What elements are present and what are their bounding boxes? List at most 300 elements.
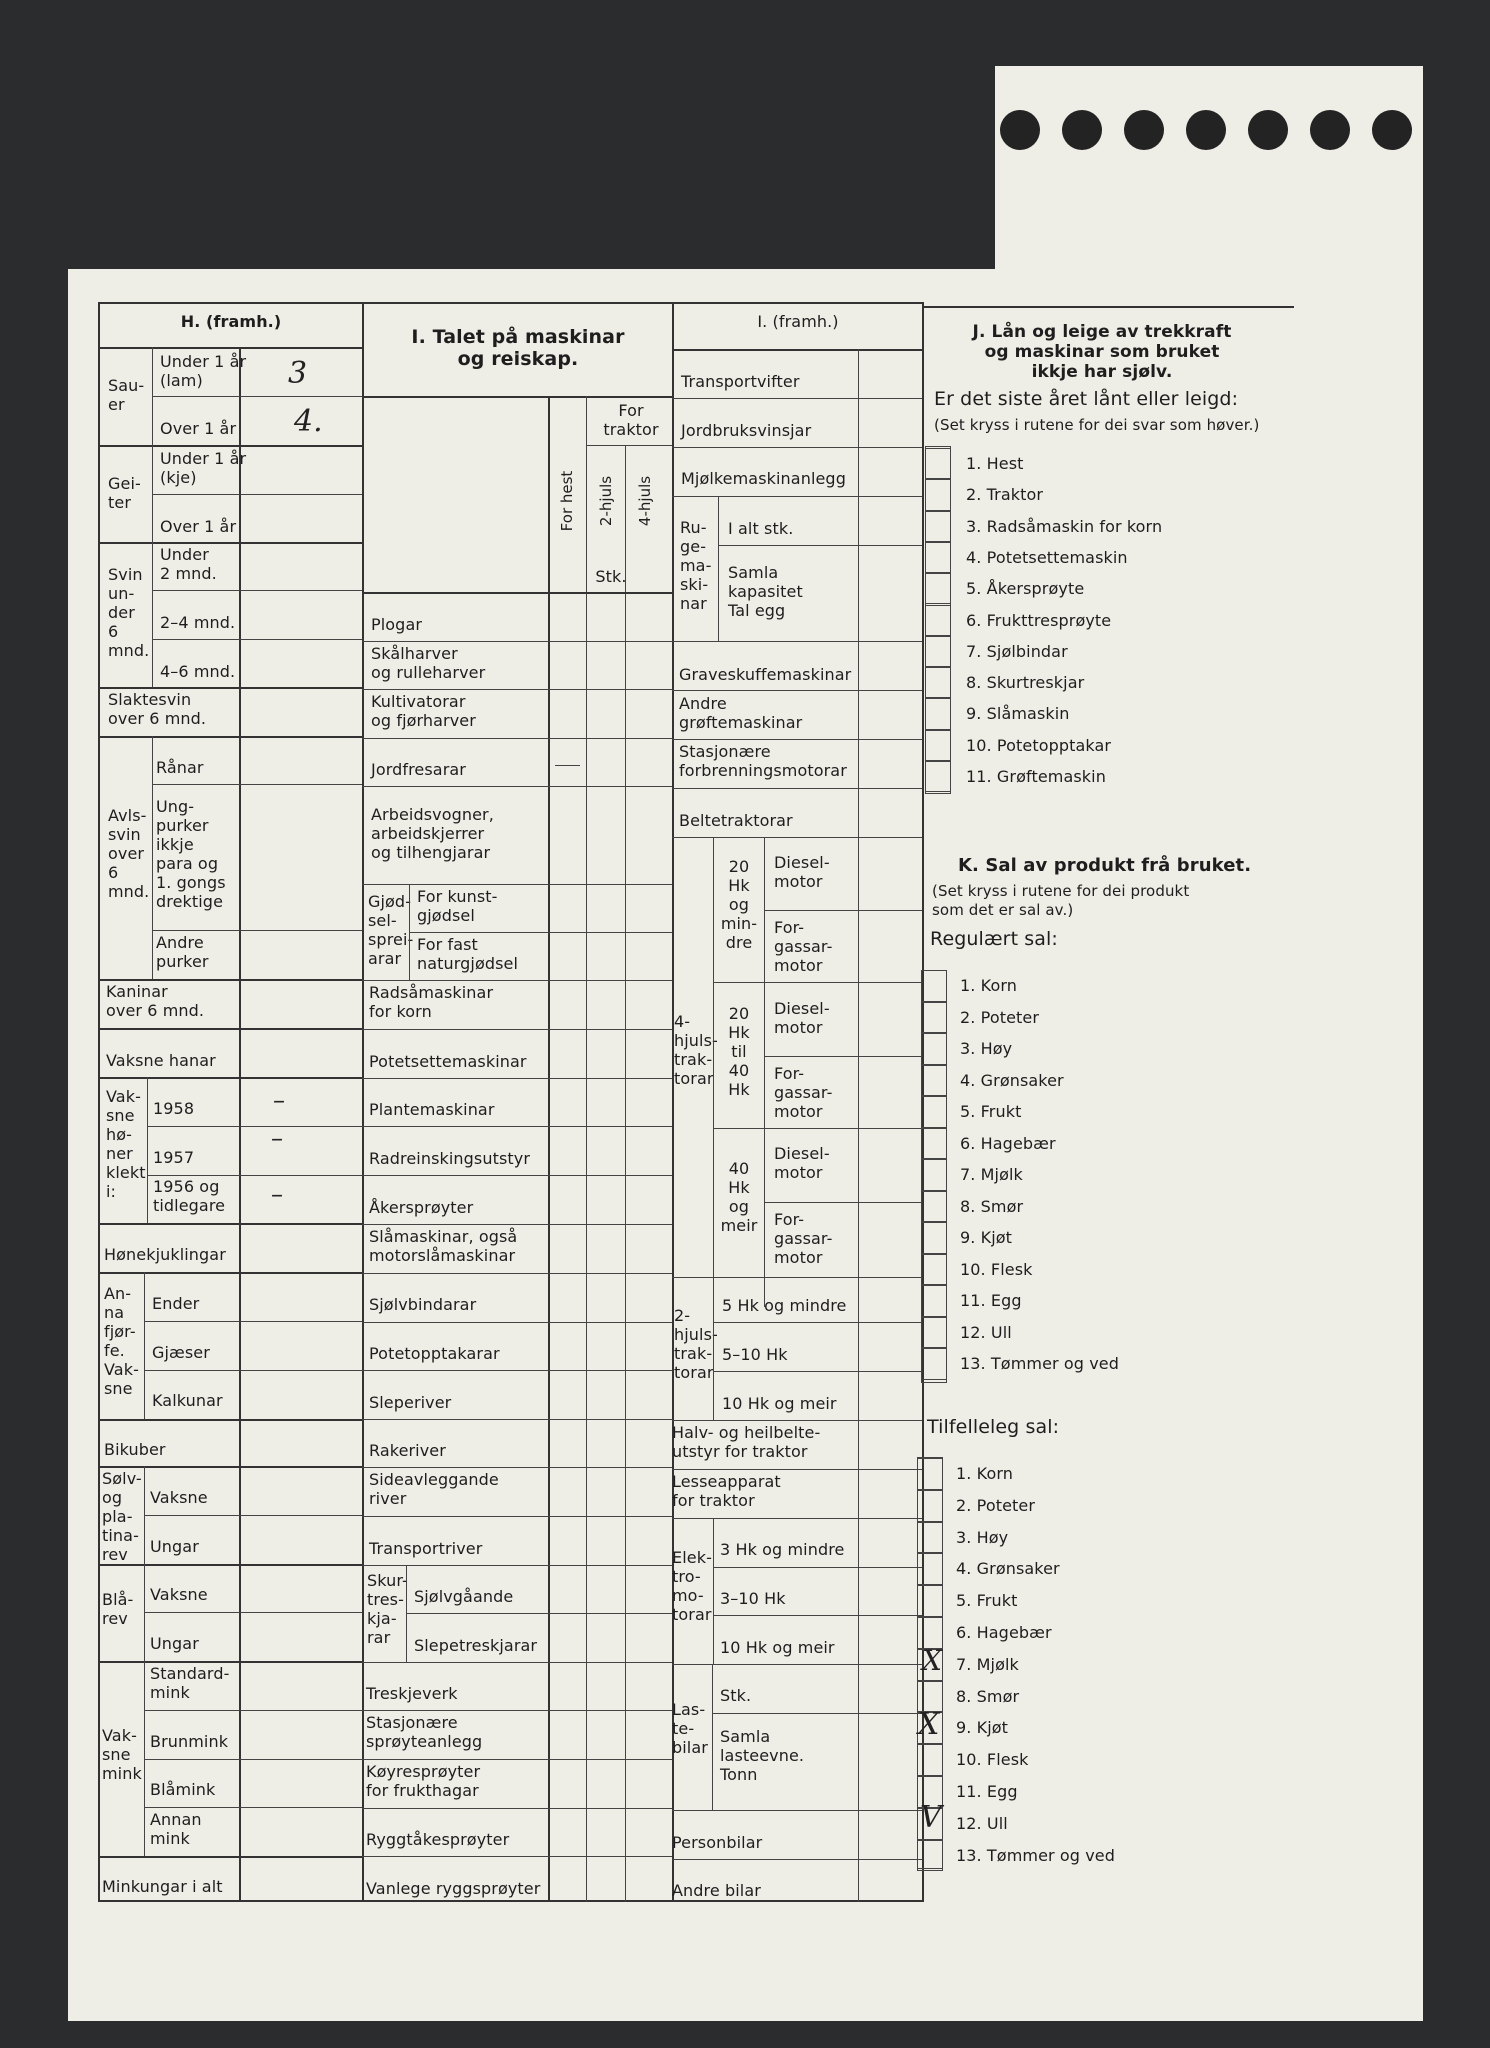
rule — [713, 982, 924, 983]
label-for-traktor: For traktor — [603, 401, 659, 439]
rule — [98, 1856, 364, 1858]
label-solvrev: Sølv- og pla- tina- rev — [102, 1469, 142, 1564]
label-treskjeverk: Treskjeverk — [366, 1684, 458, 1703]
label-samla-lasteevne: Samla lasteevne. Tonn — [720, 1727, 805, 1784]
loan-item: 6. Frukttresprøyte — [966, 610, 1112, 630]
label-bikuber: Bikuber — [104, 1440, 166, 1459]
rule — [713, 1371, 924, 1372]
label-svin: Svin un- der 6 mnd. — [108, 565, 150, 660]
loan-item: 4. Potetsettemaskin — [966, 547, 1128, 567]
label-diesel-2: Diesel- motor — [774, 999, 830, 1037]
label-stasjonaere-sproyte: Stasjonære sprøyteanlegg — [366, 1713, 483, 1751]
regular-sale-checkbox[interactable] — [921, 1348, 947, 1380]
regular-sale-item: 3. Høy — [960, 1039, 1013, 1058]
label-1956: 1956 og tidlegare — [153, 1177, 226, 1215]
rule — [672, 837, 924, 838]
rule — [672, 447, 924, 448]
label-diesel-1: Diesel- motor — [774, 853, 830, 891]
handwritten-1958[interactable]: – — [273, 1086, 285, 1114]
rule — [586, 396, 587, 1902]
regular-sale-checkbox[interactable] — [921, 1285, 947, 1317]
label-sleperiver: Sleperiver — [369, 1393, 452, 1412]
rule — [713, 1518, 714, 1664]
rule — [713, 1567, 924, 1568]
regular-sale-checkbox[interactable] — [921, 1128, 947, 1160]
rule — [672, 1859, 924, 1860]
handwritten-1956[interactable]: – — [271, 1180, 283, 1208]
label-svin-under2: Under 2 mnd. — [160, 545, 217, 583]
rule — [362, 1126, 674, 1127]
label-elektromotorar: Elek- tro- mo- torar — [672, 1548, 712, 1624]
label-brunmink: Brunmink — [150, 1732, 229, 1751]
rule — [362, 1808, 674, 1809]
label-slaktesvin: Slaktesvin over 6 mnd. — [108, 690, 207, 728]
label-sauer: Sau- er — [108, 376, 145, 414]
label-raanar: Rånar — [156, 758, 204, 777]
label-solv-ungar: Ungar — [150, 1537, 199, 1556]
label-4-hjuls-traktorar: 4- hjuls- trak- torar — [674, 1012, 718, 1088]
mark-ull[interactable]: V — [920, 1800, 942, 1835]
rule — [152, 930, 364, 931]
label-stasjonaere-motorar: Stasjonære forbrenningsmotorar — [679, 742, 847, 780]
rule — [712, 1664, 713, 1810]
loan-checkbox[interactable] — [925, 479, 951, 510]
rule — [98, 445, 364, 447]
label-3-10hk: 3–10 Hk — [720, 1589, 786, 1608]
loan-item: 8. Skurtreskjar — [966, 673, 1085, 693]
label-alt-stk: I alt stk. — [728, 519, 794, 538]
regular-sale-checkbox[interactable] — [921, 1222, 947, 1254]
rule — [362, 1467, 674, 1468]
label-personbilar: Personbilar — [672, 1833, 763, 1852]
label-1957: 1957 — [153, 1148, 195, 1167]
rule — [362, 641, 674, 642]
rule — [672, 641, 924, 642]
rule — [362, 1856, 674, 1857]
section-i2-header: I. (framh.) — [757, 312, 839, 331]
label-halvbelte: Halv- og heilbelte- utstyr for traktor — [672, 1423, 821, 1461]
regular-sale-item: 8. Smør — [960, 1196, 1024, 1216]
punch-hole — [1248, 110, 1288, 150]
occasional-sale-item: 7. Mjølk — [956, 1654, 1019, 1674]
label-kalkunar: Kalkunar — [152, 1391, 223, 1410]
rule — [362, 1419, 674, 1420]
rule — [152, 396, 364, 397]
occasional-sale-item: 8. Smør — [956, 1686, 1020, 1706]
label-5-10hk: 5–10 Hk — [722, 1345, 788, 1364]
regular-sale-item: 4. Grønsaker — [960, 1070, 1064, 1090]
loan-item: 10. Potetopptakar — [966, 735, 1112, 755]
rule — [406, 1613, 674, 1614]
label-mink: Vak- sne mink — [102, 1726, 142, 1783]
rule — [672, 496, 924, 497]
punch-hole — [1124, 110, 1164, 150]
regular-sale-checkbox[interactable] — [921, 1254, 947, 1286]
rule — [713, 1277, 714, 1420]
occasional-sale-checkbox[interactable] — [917, 1840, 943, 1872]
rule — [98, 1564, 364, 1566]
regular-sale-checkbox[interactable] — [921, 1096, 947, 1128]
rule — [144, 1612, 364, 1613]
label-jordfresarar: Jordfresarar — [371, 760, 466, 779]
label-graveskuffe: Graveskuffemaskinar — [679, 665, 852, 684]
label-sjolvbindarar: Sjølvbindarar — [369, 1295, 477, 1314]
rule — [362, 738, 674, 739]
regular-sale-checkbox[interactable] — [921, 1002, 947, 1034]
label-transportvifter: Transportvifter — [681, 372, 800, 391]
rule — [764, 1056, 924, 1057]
label-forgass-3: For- gassar- motor — [774, 1210, 833, 1267]
occasional-sale-item: 5. Frukt — [956, 1591, 1018, 1611]
punch-hole — [1186, 110, 1226, 150]
label-geiter-over: Over 1 år — [160, 517, 237, 536]
regular-sale-item: 11. Egg — [960, 1291, 1022, 1310]
loan-checkbox[interactable] — [925, 761, 951, 792]
loan-checkbox[interactable] — [925, 448, 951, 479]
mark-mjolk[interactable]: X — [922, 1644, 942, 1677]
rule — [713, 1615, 924, 1616]
rule — [764, 1202, 924, 1203]
rule — [362, 1273, 674, 1274]
occasional-sale-item: 11. Egg — [956, 1782, 1018, 1801]
handwritten-sauer-over[interactable]: 4. — [294, 404, 323, 439]
rule — [672, 1469, 924, 1470]
occasional-sale-checkbox[interactable] — [917, 1585, 943, 1617]
loan-checkbox[interactable] — [925, 605, 951, 636]
occasional-sale-checkbox[interactable] — [917, 1744, 943, 1776]
section-j-header: J. Lån og leige av trekkraft og maskinar som bruket ikkje har sjølv. — [972, 322, 1232, 382]
rule — [672, 398, 924, 399]
handwritten-1957[interactable]: – — [271, 1124, 283, 1152]
label-2-hjuls-traktorar: 2- hjuls- trak- torar — [674, 1306, 718, 1382]
rule — [362, 1224, 674, 1225]
occasional-sale-checkbox[interactable] — [917, 1522, 943, 1554]
rule — [98, 687, 364, 689]
rule — [98, 979, 364, 981]
rule — [672, 1277, 924, 1278]
label-radreinsking: Radreinskingsutstyr — [369, 1149, 531, 1168]
label-2-hjuls: 2-hjuls — [597, 475, 615, 527]
dash — [555, 765, 580, 766]
occasional-sale-item: 6. Hagebær — [956, 1623, 1052, 1642]
rule — [362, 396, 674, 398]
label-potetsettemaskinar: Potetsettemaskinar — [369, 1052, 527, 1071]
rule — [147, 1077, 148, 1223]
label-forgass-2: For- gassar- motor — [774, 1064, 833, 1121]
regular-sale-checkbox[interactable] — [921, 970, 947, 1002]
occasional-sale-checkbox[interactable] — [917, 1553, 943, 1585]
label-geiter: Gei- ter — [108, 474, 141, 512]
rule — [98, 1466, 364, 1468]
loan-checkbox[interactable] — [925, 573, 951, 604]
label-sauer-under: Under 1 år (lam) — [160, 352, 247, 390]
label-blaarev: Blå- rev — [102, 1590, 134, 1628]
label-slaamaskinar: Slåmaskinar, også motorslåmaskinar — [369, 1227, 518, 1265]
rule — [713, 1128, 924, 1129]
rule — [98, 1223, 364, 1225]
occasional-sale-item: 1. Korn — [956, 1464, 1013, 1483]
rule — [718, 545, 924, 546]
punch-holes — [1000, 110, 1420, 160]
handwritten-lam[interactable]: 3 — [288, 356, 308, 391]
loan-item: 1. Hest — [966, 454, 1024, 473]
loan-item: 2. Traktor — [966, 485, 1044, 505]
label-blaamink: Blåmink — [150, 1780, 216, 1799]
rule — [672, 1664, 924, 1665]
label-diesel-3: Diesel- motor — [774, 1144, 830, 1182]
rule — [362, 689, 674, 690]
label-4-hjuls: 4-hjuls — [636, 475, 654, 527]
label-beltetraktorar: Beltetraktorar — [679, 811, 793, 830]
section-h-header: H. (framh.) — [180, 312, 282, 331]
occasional-sale-item: 12. Ull — [956, 1813, 1008, 1833]
label-sauer-over: Over 1 år — [160, 419, 237, 438]
rule — [362, 1029, 674, 1030]
rule — [152, 736, 153, 979]
label-koyresproyter: Køyresprøyter for frukthagar — [366, 1762, 481, 1800]
label-mjolkemaskinanlegg: Mjølkemaskinanlegg — [681, 469, 846, 488]
label-20hk-mindre: 20 Hk og min- dre — [720, 857, 758, 952]
rule — [144, 1272, 145, 1419]
label-gjodsel: Gjød- sel- sprei- arar — [368, 892, 414, 968]
rule — [147, 1175, 364, 1176]
label-samla-kapasitet: Samla kapasitet Tal egg — [728, 563, 803, 620]
label-slepetreskjarar: Slepetreskjarar — [414, 1636, 538, 1655]
regular-sale-item: 10. Flesk — [960, 1259, 1033, 1279]
rule — [922, 306, 1294, 308]
label-gjaeser: Gjæser — [152, 1343, 210, 1362]
label-andre-purker: Andre purker — [156, 933, 209, 971]
occasional-sale-item: 2. Poteter — [956, 1495, 1036, 1515]
rule — [362, 980, 674, 981]
label-20-40hk: 20 Hk til 40 Hk — [728, 1004, 750, 1099]
rule — [144, 1710, 364, 1711]
rule — [764, 837, 765, 1307]
label-fast-gjodsel: For fast naturgjødsel — [417, 935, 519, 973]
label-plogar: Plogar — [371, 615, 423, 634]
mark-kjot[interactable]: X — [918, 1707, 940, 1742]
punch-hole — [1062, 110, 1102, 150]
rule — [144, 1515, 364, 1516]
label-annan-mink: Annan mink — [150, 1810, 202, 1848]
rule — [98, 1077, 364, 1079]
label-ender: Ender — [152, 1294, 200, 1313]
regular-sale-checkbox[interactable] — [921, 1065, 947, 1097]
label-ungpurker: Ung- purker ikkje para og 1. gongs drektige — [156, 797, 226, 911]
section-j-question: Er det siste året lånt eller leigd: — [934, 388, 1239, 410]
rule — [362, 786, 674, 787]
punch-hole — [1372, 110, 1412, 150]
regular-sale-item: 1. Korn — [960, 976, 1017, 995]
label-andre-bilar: Andre bilar — [672, 1881, 761, 1900]
regular-sale-item: 6. Hagebær — [960, 1133, 1056, 1153]
occasional-sale-item: 4. Grønsaker — [956, 1559, 1060, 1579]
rule — [672, 1420, 924, 1421]
regular-sale-checkbox[interactable] — [921, 1033, 947, 1065]
value-column-line — [239, 347, 241, 1902]
rule — [98, 1419, 364, 1421]
rule — [362, 592, 674, 594]
occasional-sale-item: 10. Flesk — [956, 1750, 1029, 1770]
label-vaksne-hanar: Vaksne hanar — [106, 1051, 216, 1070]
regular-sale-item: 13. Tømmer og ved — [960, 1354, 1119, 1373]
rule — [672, 349, 924, 351]
label-rugemaskinar: Ru- ge- ma- ski- nar — [680, 518, 712, 613]
rule — [152, 542, 153, 687]
rule — [712, 1713, 924, 1714]
rule — [672, 739, 924, 740]
label-transportriver: Transportriver — [369, 1539, 483, 1558]
label-lastebil-stk: Stk. — [720, 1686, 752, 1705]
rule — [147, 1126, 364, 1127]
rule — [672, 1810, 924, 1811]
label-solv-vaksne: Vaksne — [150, 1488, 208, 1507]
punch-hole — [1310, 110, 1350, 150]
regular-sale-title: Regulært sal: — [930, 928, 1058, 950]
rule — [152, 590, 364, 591]
label-andre-grofte: Andre grøftemaskinar — [679, 694, 803, 732]
label-jordbruksvinsjar: Jordbruksvinsjar — [681, 421, 812, 440]
loan-checkbox[interactable] — [925, 730, 951, 761]
loan-item: 7. Sjølbindar — [966, 641, 1068, 661]
loan-item: 5. Åkersprøyte — [966, 579, 1085, 599]
rule — [144, 1759, 364, 1760]
label-3hk-mindre: 3 Hk og mindre — [720, 1540, 845, 1559]
label-sideavleggande: Sideavleggande river — [369, 1470, 499, 1508]
rule — [672, 788, 924, 789]
rule — [586, 445, 674, 446]
label-rakeriver: Rakeriver — [369, 1441, 446, 1460]
label-40hk-meir: 40 Hk og meir — [720, 1159, 758, 1235]
label-forgass-1: For- gassar- motor — [774, 918, 833, 975]
rule — [152, 784, 364, 785]
label-kunstgjodsel: For kunst- gjødsel — [417, 887, 498, 925]
label-blaa-vaksne: Vaksne — [150, 1585, 208, 1604]
rule — [362, 1662, 674, 1663]
occasional-sale-checkbox[interactable] — [917, 1490, 943, 1522]
label-svin-2-4: 2–4 mnd. — [160, 613, 236, 632]
rule — [362, 1710, 674, 1711]
loan-checkbox[interactable] — [925, 698, 951, 729]
rule — [98, 1028, 364, 1030]
rule — [98, 542, 364, 544]
rule — [672, 1518, 924, 1519]
rule — [713, 1322, 924, 1323]
label-geiter-under: Under 1 år (kje) — [160, 449, 247, 487]
rule — [362, 1565, 674, 1566]
rule — [144, 1321, 364, 1322]
rule — [409, 932, 674, 933]
rule — [98, 736, 364, 738]
loan-item: 9. Slåmaskin — [966, 704, 1070, 724]
rule — [362, 1759, 674, 1760]
label-potetopptakarar: Potetopptakarar — [369, 1344, 500, 1363]
rule — [362, 1078, 674, 1079]
label-kultivatorar: Kultivatorar og fjørharver — [371, 692, 476, 730]
regular-sale-item: 2. Poteter — [960, 1007, 1040, 1027]
label-arbeidsvogner: Arbeidsvogner, arbeidskjerrer og tilhengjarar — [371, 805, 494, 862]
label-vanlege-rygg: Vanlege ryggsprøyter — [366, 1879, 541, 1898]
rule — [144, 1807, 364, 1808]
label-minkungar: Minkungar i alt — [102, 1877, 223, 1896]
regular-sale-checkbox[interactable] — [921, 1317, 947, 1349]
regular-sale-checkbox[interactable] — [921, 1191, 947, 1223]
loan-checkbox[interactable] — [925, 542, 951, 573]
label-skaalharver: Skålharver og rulleharver — [371, 644, 486, 682]
regular-sale-item: 9. Kjøt — [960, 1228, 1013, 1247]
label-10hk-meir: 10 Hk og meir — [722, 1394, 837, 1413]
loan-checkbox[interactable] — [925, 667, 951, 698]
section-i-header: I. Talet på maskinar og reiskap. — [411, 326, 625, 370]
rule — [625, 445, 626, 1902]
occasional-sale-item: 9. Kjøt — [956, 1718, 1009, 1738]
label-sjolvgaaande: Sjølvgåande — [414, 1587, 514, 1606]
rule — [362, 1322, 674, 1323]
label-skurtreskjarar: Skur- tres- kja- rar — [367, 1571, 408, 1647]
rule — [362, 1175, 674, 1176]
regular-sale-item: 5. Frukt — [960, 1102, 1022, 1121]
rule — [362, 1516, 674, 1517]
label-lesseapparat: Lesseapparat for traktor — [672, 1472, 781, 1510]
occasional-sale-item: 13. Tømmer og ved — [956, 1845, 1115, 1865]
label-lastebilar: Las- te- bilar — [672, 1700, 708, 1757]
label-radsaamaskinar: Radsåmaskinar for korn — [369, 983, 494, 1021]
label-anna-fjorfe: An- na fjør- fe. Vak- sne — [104, 1284, 139, 1398]
regular-sale-checkbox[interactable] — [921, 1159, 947, 1191]
section-k-header: K. Sal av produkt frå bruket. — [958, 855, 1252, 876]
label-kaninar: Kaninar over 6 mnd. — [106, 982, 205, 1020]
loan-item: 11. Grøftemaskin — [966, 767, 1106, 786]
occasional-sale-item: 3. Høy — [956, 1527, 1009, 1547]
regular-sale-item: 7. Mjølk — [960, 1165, 1023, 1184]
label-ryggtaake: Ryggtåkesprøyter — [366, 1830, 510, 1849]
label-avlssvin: Avls- svin over 6 mnd. — [108, 806, 150, 901]
rule — [672, 690, 924, 691]
label-1958: 1958 — [153, 1099, 195, 1118]
label-for-hest: For hest — [558, 470, 576, 532]
loan-checkbox[interactable] — [925, 511, 951, 542]
rule — [144, 1370, 364, 1371]
label-stk: Stk. — [595, 567, 627, 586]
label-honekjuklingar: Hønekjuklingar — [104, 1245, 226, 1264]
label-standardmink: Standard- mink — [150, 1664, 230, 1702]
rule — [362, 1370, 674, 1371]
rule — [152, 639, 364, 640]
rule — [98, 347, 364, 349]
occasional-sale-checkbox[interactable] — [917, 1458, 943, 1490]
label-blaa-ungar: Ungar — [150, 1634, 199, 1653]
regular-sale-item: 12. Ull — [960, 1322, 1012, 1342]
loan-checkbox[interactable] — [925, 636, 951, 667]
loan-item: 3. Radsåmaskin for korn — [966, 516, 1163, 536]
label-aakersproyter: Åkersprøyter — [369, 1198, 474, 1217]
rule — [548, 396, 550, 1902]
rule — [98, 1661, 364, 1663]
label-5hk-mindre: 5 Hk og mindre — [722, 1296, 847, 1315]
rule — [764, 910, 924, 911]
rule — [152, 494, 364, 495]
label-svin-4-6: 4–6 mnd. — [160, 662, 236, 681]
section-k-instruction: (Set kryss i rutene for dei produkt som det er sal av.) — [932, 882, 1190, 919]
occasional-sale-title: Tilfelleleg sal: — [927, 1416, 1060, 1438]
punch-hole — [1000, 110, 1040, 150]
rule — [98, 1272, 364, 1274]
label-10hk-meir-b: 10 Hk og meir — [720, 1638, 835, 1657]
section-j-instruction: (Set kryss i rutene for dei svar som høver.) — [934, 416, 1260, 434]
rule — [718, 496, 719, 641]
label-honer: Vak- sne hø- ner klekt i: — [106, 1087, 146, 1201]
label-plantemaskinar: Plantemaskinar — [369, 1100, 495, 1119]
